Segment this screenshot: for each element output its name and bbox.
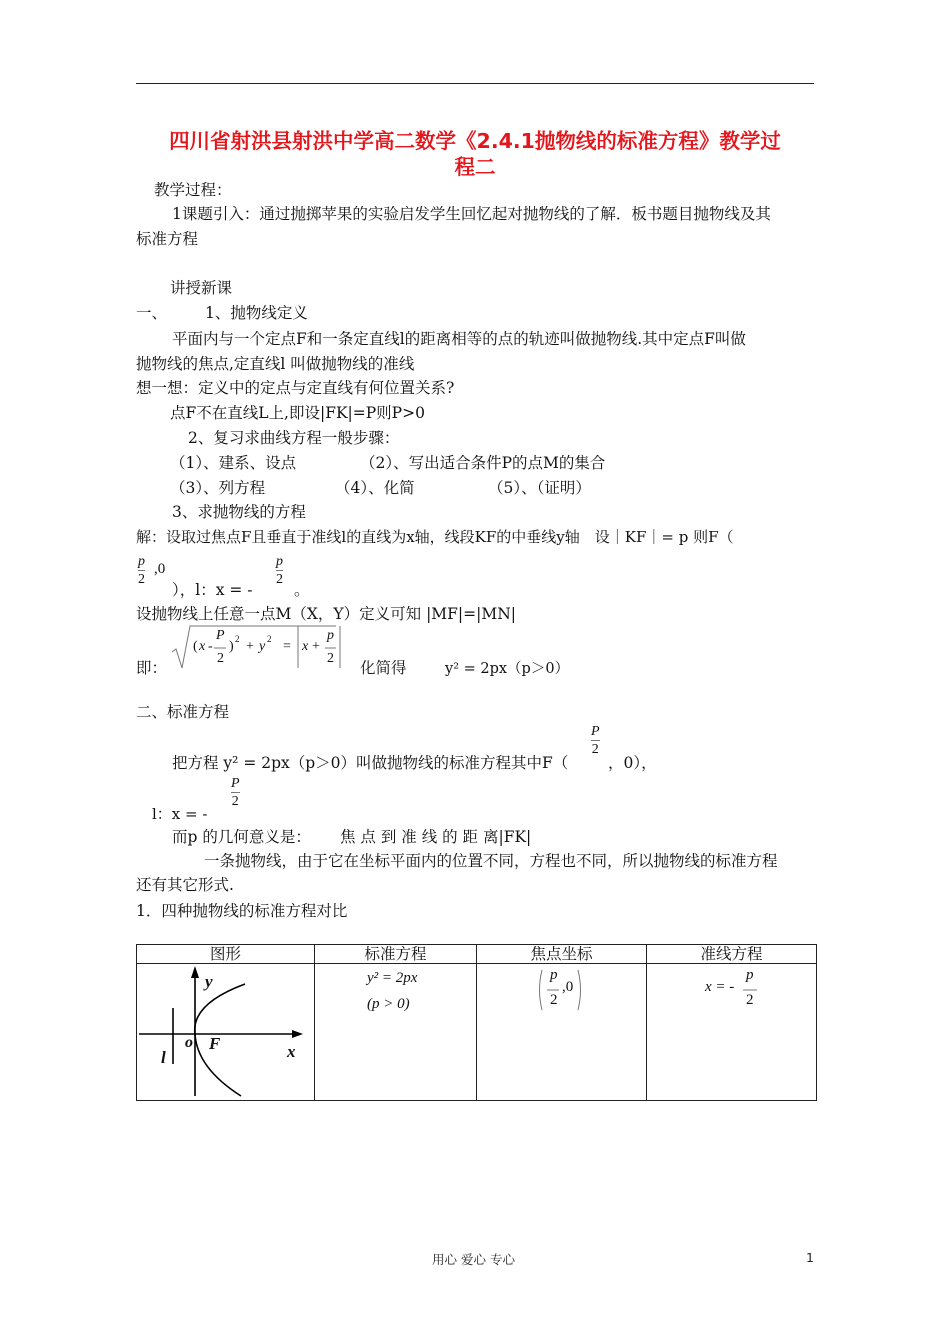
section2-heading: 二、标准方程 [136,703,230,721]
equation-cell [315,964,477,1101]
fig-origin-label: o [185,1034,193,1051]
minus-sign: - [208,639,213,654]
step-1: （1）、建系、设点 [170,454,297,472]
std-directrix-fraction [231,775,240,810]
bracket-left [540,970,543,1010]
page-title-line2: 程二 [454,155,496,179]
point-line: 设抛物线上任意一点M（X，Y）定义可知 |MF|=|MN| [136,605,517,623]
step-4: （4）、化简 [335,479,415,497]
process-label: 教学过程： [154,181,232,199]
y-axis-arrow [191,966,199,978]
step-5: （5）、（证明） [488,479,591,497]
header-equation: 标准方程 [315,945,477,964]
fig-y-label: y [205,972,213,991]
directrix-den: 2 [746,992,754,1008]
x-axis-arrow [292,1030,303,1038]
figure-cell [137,964,315,1101]
footer-slogan: 用心 爱心 专心 [432,1252,515,1267]
var-x2: x [302,639,309,654]
bracket-right [578,970,581,1010]
header-figure: 图形 [137,945,315,964]
denominator: 2 [231,794,239,809]
p-meaning: 焦 点 到 准 线 的 距 离|FK| [340,828,532,846]
solve-line: 解：设取过焦点F且垂直于准线l的直线为x轴，线段KF的中垂线y轴 设｜KF｜= p 则F（ [136,528,734,546]
intro-line2: 标准方程 [136,230,199,248]
definition-line1: 平面内与一个定点F和一条定直线l的距离相等的点的轨迹叫做抛物线.其中定点F叫做 [172,330,746,348]
fig-x-label: x [287,1042,296,1061]
section1-subheading: 1、抛物线定义 [205,304,308,322]
paren-right: ) [229,639,234,654]
numerator: p [138,554,145,569]
fig-focus-label: F [209,1034,221,1053]
plus-sign-2: + [312,639,320,654]
header-rule [136,83,814,84]
comparison-table [136,944,817,1101]
definition-line2: 抛物线的焦点,定直线l 叫做抛物线的准线 [136,355,415,373]
page-title-line1: 四川省射洪县射洪中学高二数学《2.4.1抛物线的标准方程》教学过 [169,129,781,153]
p-meaning-prefix: 而p 的几何意义是： [172,828,311,846]
frac1-num: P [216,628,225,643]
header-focus: 焦点坐标 [477,945,647,964]
focus-fraction [138,553,145,588]
table-condition: (p > 0) [367,996,410,1012]
step-3: （3）、列方程 [170,479,266,497]
parabola-figure [137,964,313,1098]
intro-line1: 1课题引入：通过抛掷苹果的实验启发学生回忆起对抛物线的了解．板书题目抛物线及其 [172,205,771,223]
table-equation: y² = 2px [367,970,418,986]
derive-heading: 3、求抛物线的方程 [172,503,306,521]
directrix-prefix: x = - [705,979,735,995]
ji-label: 即： [136,659,168,677]
frac2-den: 2 [327,651,334,666]
focus-close: ），l：x = - [172,581,253,599]
step-2: （2）、写出适合条件P的点M的集合 [360,454,606,472]
denominator: 2 [276,572,283,587]
paren-left: ( [193,639,198,654]
table-header-row [137,945,817,964]
table-caption: 1．四种抛物线的标准方程对比 [136,902,348,920]
focus-num: p [550,967,558,983]
section1-number: 一、 [136,304,168,322]
directrix-equation: l：x = - [152,805,208,823]
focus-cell [477,964,647,1101]
focus-tail: ,0 [562,979,574,995]
directrix-num: p [746,967,754,983]
var-y: y [259,639,266,654]
fig-directrix-label: l [161,1048,166,1067]
period: 。 [294,581,310,599]
directrix-fraction [276,553,283,588]
equals-sign: = [283,639,291,654]
standard-equation-tail: ，0）， [608,754,657,772]
new-lesson-heading: 讲授新课 [170,279,233,297]
frac1-den: 2 [217,651,224,666]
forms-line1: 一条抛物线，由于它在坐标平面内的位置不同，方程也不同，所以抛物线的标准方程 [204,852,778,870]
table-row [137,964,817,1101]
standard-equation-line: 把方程 y² = 2px（p＞0）叫做抛物线的标准方程其中F（ [172,754,569,772]
directrix-cell [647,964,817,1101]
var-x: x [199,639,206,654]
numerator: p [276,554,283,569]
exp-2: 2 [235,634,240,644]
simplify-result: y² = 2px（p＞0） [445,661,570,677]
focus-den: 2 [550,992,558,1008]
steps-heading: 2、复习求曲线方程一般步骤： [188,429,400,447]
focus-tail: ,0 [154,561,166,577]
page-number: 1 [806,1250,814,1265]
simplify-label: 化简得 [360,659,407,677]
numerator: P [591,724,600,739]
plus-sign: + [246,639,254,654]
header-directrix: 准线方程 [647,945,817,964]
think-question: 想一想：定义中的定点与定直线有何位置关系? [136,379,455,397]
exp-2b: 2 [267,634,272,644]
numerator: P [231,776,240,791]
think-answer: 点F不在直线L上,即设|FK|=P则P>0 [170,404,425,422]
forms-line2: 还有其它形式. [136,876,234,894]
std-focus-fraction [591,723,600,758]
denominator: 2 [591,742,599,757]
denominator: 2 [138,572,145,587]
frac2-num: p [327,628,334,643]
